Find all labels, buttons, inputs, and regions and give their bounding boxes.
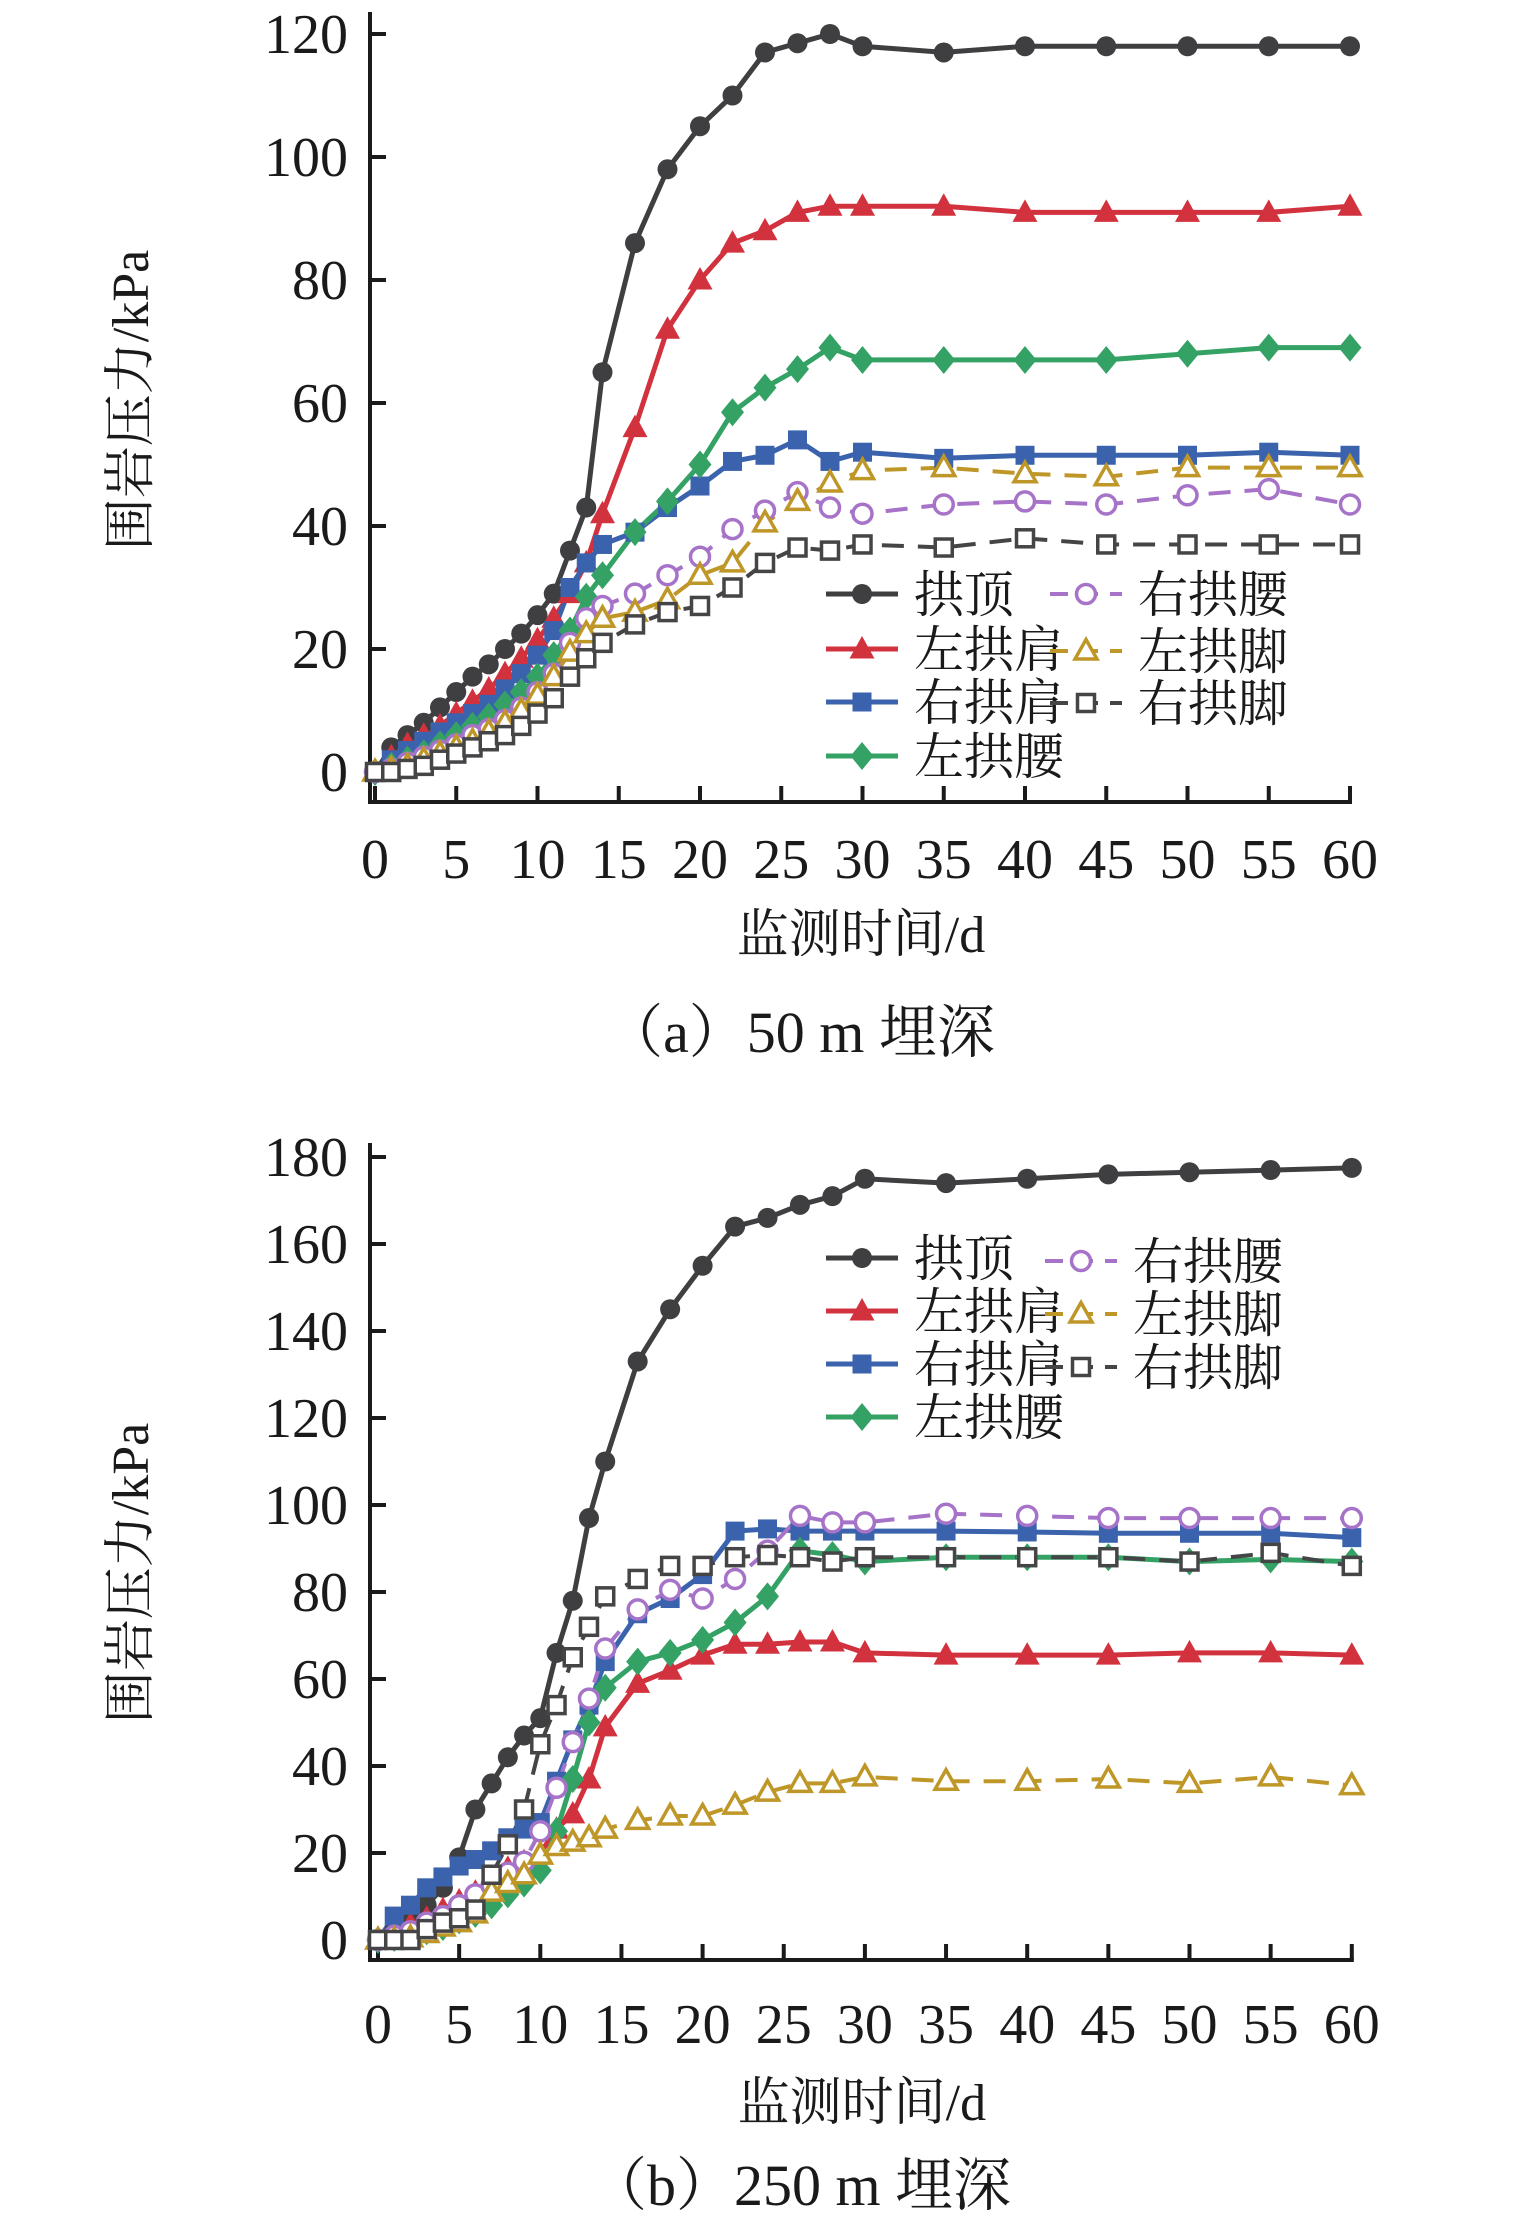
marker-circle (723, 86, 743, 106)
marker-circle (482, 1773, 502, 1793)
x-tick-label: 40 (997, 829, 1053, 891)
y-tick-label: 20 (292, 1823, 348, 1885)
marker-open-triangle (1014, 462, 1036, 482)
marker-diamond (1095, 346, 1118, 374)
marker-open-circle (855, 1513, 874, 1532)
marker-open-square (759, 1547, 776, 1564)
marker-open-square (824, 1553, 841, 1570)
legend-label: 左拱腰 (914, 1390, 1064, 1446)
marker-circle (1340, 36, 1360, 56)
marker-diamond (851, 1403, 874, 1431)
marker-circle (498, 1747, 518, 1767)
x-tick-label: 10 (509, 829, 566, 891)
marker-diamond (819, 334, 842, 362)
marker-diamond (851, 742, 874, 770)
x-tick-label: 50 (1161, 1994, 1218, 2056)
chart-caption: （b）250 m 埋深 (588, 2153, 1012, 2218)
marker-open-square (1343, 1557, 1360, 1574)
marker-circle (1017, 1169, 1037, 1189)
legend-b (826, 1231, 1284, 1446)
marker-open-square (370, 1932, 387, 1949)
y-tick-label: 60 (292, 373, 348, 435)
x-tick-label: 30 (836, 1994, 893, 2056)
marker-open-square (662, 1557, 679, 1574)
marker-open-circle (658, 566, 677, 585)
marker-open-square (757, 554, 774, 571)
x-tick-label: 45 (1080, 1994, 1137, 2056)
y-tick-label: 100 (264, 127, 348, 189)
y-tick-label: 120 (264, 1388, 348, 1450)
x-tick-label: 5 (445, 1994, 474, 2056)
marker-triangle (623, 415, 648, 438)
marker-circle (758, 1208, 778, 1228)
marker-circle (628, 1351, 648, 1371)
marker-open-square (789, 539, 806, 556)
marker-open-circle (579, 1689, 598, 1708)
marker-diamond (659, 1639, 682, 1667)
marker-open-square (545, 690, 562, 707)
legend-label: 右拱腰 (1138, 567, 1288, 623)
x-tick-label: 25 (753, 829, 810, 891)
marker-square (723, 452, 742, 471)
x-axis-title: 监测时间/d (736, 907, 986, 964)
marker-circle (1015, 36, 1035, 56)
legend-item-拱顶 (826, 567, 1015, 623)
marker-diamond (724, 1608, 747, 1636)
marker-square (726, 1522, 745, 1541)
legend-a (826, 567, 1289, 785)
marker-open-circle (547, 1778, 566, 1797)
x-tick-label: 20 (674, 1994, 731, 2056)
marker-circle (495, 639, 515, 659)
marker-open-square (497, 727, 514, 744)
marker-open-square (516, 1801, 533, 1818)
legend-label: 拱顶 (914, 567, 1014, 623)
marker-circle (852, 1248, 872, 1268)
marker-circle (934, 42, 954, 62)
x-tick-label: 55 (1242, 1994, 1299, 2056)
marker-circle (755, 42, 775, 62)
marker-circle (852, 584, 872, 604)
marker-circle (1178, 36, 1198, 56)
marker-open-circle (693, 1589, 712, 1608)
marker-square (691, 477, 710, 496)
marker-open-circle (628, 1600, 647, 1619)
legend-item-左拱肩 (826, 1284, 1064, 1340)
marker-diamond (626, 1648, 649, 1676)
y-tick-label: 20 (292, 619, 348, 681)
marker-circle (822, 1186, 842, 1206)
y-tick-label: 40 (292, 1736, 348, 1798)
marker-square (758, 1519, 777, 1538)
marker-square (417, 1878, 436, 1897)
marker-open-circle (823, 1513, 842, 1532)
x-tick-label: 35 (915, 829, 972, 891)
chart-a (0, 0, 1535, 1118)
legend-item-右拱腰 (1050, 567, 1289, 623)
marker-open-circle (1097, 495, 1116, 514)
x-tick-label: 35 (918, 1994, 975, 2056)
marker-open-square (386, 1932, 403, 1949)
marker-diamond (932, 346, 955, 374)
marker-open-circle (563, 1733, 582, 1752)
marker-open-square (856, 1549, 873, 1566)
legend-item-右拱肩 (826, 1337, 1064, 1393)
marker-circle (1180, 1162, 1200, 1182)
y-axis-title: 围岩压力/kPa (103, 249, 160, 551)
marker-circle (855, 1169, 875, 1189)
marker-circle (788, 33, 808, 53)
marker-open-square (938, 1549, 955, 1566)
marker-circle (693, 1256, 713, 1276)
marker-diamond (786, 355, 809, 383)
marker-open-square (629, 1570, 646, 1587)
marker-open-square (532, 1736, 549, 1753)
marker-square (385, 1907, 404, 1926)
marker-open-circle (1018, 1506, 1037, 1525)
legend-item-左拱脚 (1045, 1287, 1283, 1343)
marker-open-circle (596, 1639, 615, 1658)
marker-open-square (1342, 536, 1359, 553)
marker-circle (463, 667, 483, 687)
legend-label: 左拱腰 (914, 729, 1064, 785)
marker-open-circle (531, 1822, 550, 1841)
marker-open-square (935, 539, 952, 556)
marker-triangle (753, 218, 778, 241)
marker-open-square (659, 604, 676, 621)
marker-square (1342, 1528, 1361, 1547)
marker-open-square (1019, 1549, 1036, 1566)
x-tick-label: 60 (1322, 829, 1378, 891)
y-axis-title: 围岩压力/kPa (103, 1422, 160, 1724)
marker-circle (479, 654, 499, 674)
marker-open-square (1073, 1359, 1090, 1376)
marker-open-circle (723, 520, 742, 539)
marker-open-circle (1016, 492, 1035, 511)
marker-open-square (480, 733, 497, 750)
legend-label: 左拱脚 (1133, 1287, 1283, 1343)
legend-item-右拱腰 (1045, 1234, 1284, 1290)
chart-b (0, 1118, 1535, 2237)
x-axis-title: 监测时间/d (737, 2075, 987, 2132)
marker-open-square (580, 1618, 597, 1635)
marker-open-square (694, 1557, 711, 1574)
marker-open-square (1260, 536, 1277, 553)
marker-open-circle (1261, 1509, 1280, 1528)
x-tick-label: 30 (834, 829, 891, 891)
y-tick-label: 0 (320, 1910, 348, 1972)
marker-open-square (822, 542, 839, 559)
legend-item-右拱脚 (1045, 1340, 1283, 1396)
marker-circle (1342, 1158, 1362, 1178)
marker-diamond (851, 346, 874, 374)
marker-circle (1261, 1160, 1281, 1180)
marker-open-square (483, 1866, 500, 1883)
marker-circle (658, 159, 678, 179)
legend-item-左拱腰 (826, 729, 1065, 785)
marker-diamond (754, 374, 777, 402)
x-tick-label: 10 (512, 1994, 569, 2056)
marker-open-square (594, 634, 611, 651)
marker-open-square (451, 1910, 468, 1927)
marker-open-square (415, 757, 432, 774)
marker-open-square (1181, 1553, 1198, 1570)
x-tick-label: 50 (1159, 829, 1216, 891)
x-tick-label: 15 (590, 829, 647, 891)
marker-circle (790, 1195, 810, 1215)
marker-circle (1098, 1164, 1118, 1184)
legend-label: 右拱脚 (1133, 1340, 1283, 1396)
y-tick-label: 40 (292, 496, 348, 558)
marker-open-square (724, 579, 741, 596)
legend-label: 拱顶 (914, 1231, 1014, 1287)
marker-open-square (467, 1901, 484, 1918)
marker-open-square (434, 1914, 451, 1931)
x-tick-label: 5 (442, 829, 471, 891)
marker-open-circle (1077, 585, 1096, 604)
marker-square (401, 1896, 420, 1915)
y-tick-label: 80 (292, 250, 348, 312)
marker-square (433, 1867, 452, 1886)
marker-open-circle (1341, 495, 1360, 514)
marker-diamond (691, 1626, 714, 1654)
marker-open-square (448, 745, 465, 762)
legend-label: 右拱腰 (1133, 1234, 1283, 1290)
marker-square (450, 1857, 469, 1876)
y-tick-label: 140 (264, 1301, 348, 1363)
legend-label: 右拱肩 (914, 675, 1064, 731)
marker-open-square (399, 760, 416, 777)
legend-item-左拱脚 (1050, 624, 1288, 680)
y-tick-label: 0 (320, 742, 348, 804)
marker-circle (1259, 36, 1279, 56)
plot-area-a (103, 4, 1378, 964)
marker-circle (576, 498, 596, 518)
marker-open-square (692, 597, 709, 614)
marker-open-circle (934, 495, 953, 514)
marker-open-circle (937, 1504, 956, 1523)
x-tick-label: 20 (672, 829, 728, 891)
marker-open-triangle (819, 471, 841, 491)
marker-open-circle (726, 1569, 745, 1588)
legend-label: 左拱肩 (914, 1284, 1064, 1340)
marker-open-circle (1180, 1509, 1199, 1528)
y-tick-label: 180 (264, 1127, 348, 1189)
marker-open-circle (1178, 486, 1197, 505)
legend-item-拱顶 (826, 1231, 1015, 1287)
marker-circle (446, 682, 466, 702)
marker-open-square (597, 1588, 614, 1605)
marker-open-triangle (854, 1765, 876, 1785)
marker-open-circle (661, 1580, 680, 1599)
legend-item-右拱脚 (1050, 676, 1288, 732)
marker-square (577, 553, 596, 572)
x-tick-label: 15 (593, 1994, 650, 2056)
marker-open-square (854, 536, 871, 553)
marker-open-square (791, 1549, 808, 1566)
marker-square (561, 578, 580, 597)
marker-circle (465, 1800, 485, 1820)
marker-open-circle (1342, 1509, 1361, 1528)
legend-item-左拱肩 (826, 622, 1064, 678)
marker-circle (511, 624, 531, 644)
marker-open-circle (1099, 1509, 1118, 1528)
marker-square (756, 446, 775, 465)
marker-open-triangle (1260, 1765, 1282, 1785)
marker-open-square (1098, 536, 1115, 553)
legend-label: 左拱脚 (1138, 624, 1288, 680)
marker-diamond (1014, 346, 1037, 374)
y-tick-label: 160 (264, 1214, 348, 1276)
marker-open-square (564, 1649, 581, 1666)
marker-open-square (383, 764, 400, 781)
marker-circle (595, 1452, 615, 1472)
legend-item-右拱肩 (826, 675, 1064, 731)
marker-circle (853, 36, 873, 56)
marker-open-circle (1072, 1252, 1091, 1271)
marker-open-square (402, 1932, 419, 1949)
y-tick-label: 60 (292, 1649, 348, 1711)
marker-square (788, 430, 807, 449)
marker-diamond (1339, 334, 1362, 362)
marker-diamond (1176, 340, 1199, 368)
marker-circle (579, 1508, 599, 1528)
marker-square (853, 1355, 872, 1374)
marker-open-square (1179, 536, 1196, 553)
marker-circle (820, 24, 840, 44)
y-tick-label: 120 (264, 4, 348, 66)
marker-open-square (499, 1836, 516, 1853)
x-tick-label: 60 (1323, 1994, 1380, 2056)
marker-open-circle (790, 1506, 809, 1525)
legend-label: 右拱脚 (1138, 676, 1288, 732)
marker-open-circle (853, 504, 872, 523)
marker-circle (936, 1173, 956, 1193)
marker-square (593, 535, 612, 554)
y-tick-label: 80 (292, 1562, 348, 1624)
legend-label: 右拱肩 (914, 1337, 1064, 1393)
marker-open-square (627, 616, 644, 633)
marker-open-square (578, 650, 595, 667)
marker-open-square (432, 751, 449, 768)
marker-open-square (1078, 695, 1095, 712)
marker-open-square (1100, 1549, 1117, 1566)
marker-diamond (1257, 334, 1280, 362)
x-tick-label: 0 (364, 1994, 392, 2056)
marker-open-square (548, 1697, 565, 1714)
marker-open-square (1017, 530, 1034, 547)
marker-open-square (418, 1921, 435, 1938)
marker-open-square (513, 717, 530, 734)
marker-open-square (367, 764, 384, 781)
legend-item-左拱腰 (826, 1390, 1065, 1446)
y-tick-label: 100 (264, 1475, 348, 1537)
marker-open-square (529, 705, 546, 722)
marker-square (853, 693, 872, 712)
marker-open-square (727, 1549, 744, 1566)
legend-label: 左拱肩 (914, 622, 1064, 678)
chart-caption: （a）50 m 埋深 (605, 1000, 995, 1065)
marker-open-circle (1259, 480, 1278, 499)
marker-circle (660, 1299, 680, 1319)
x-tick-label: 25 (755, 1994, 812, 2056)
x-tick-label: 55 (1240, 829, 1297, 891)
marker-circle (625, 233, 645, 253)
marker-circle (725, 1217, 745, 1237)
marker-open-square (562, 668, 579, 685)
marker-open-circle (821, 498, 840, 517)
x-tick-label: 45 (1078, 829, 1135, 891)
x-tick-label: 0 (361, 829, 389, 891)
x-tick-label: 40 (999, 1994, 1056, 2056)
marker-circle (593, 362, 613, 382)
marker-circle (1096, 36, 1116, 56)
marker-open-square (464, 739, 481, 756)
marker-circle (563, 1591, 583, 1611)
marker-circle (690, 116, 710, 136)
marker-open-square (1262, 1544, 1279, 1561)
